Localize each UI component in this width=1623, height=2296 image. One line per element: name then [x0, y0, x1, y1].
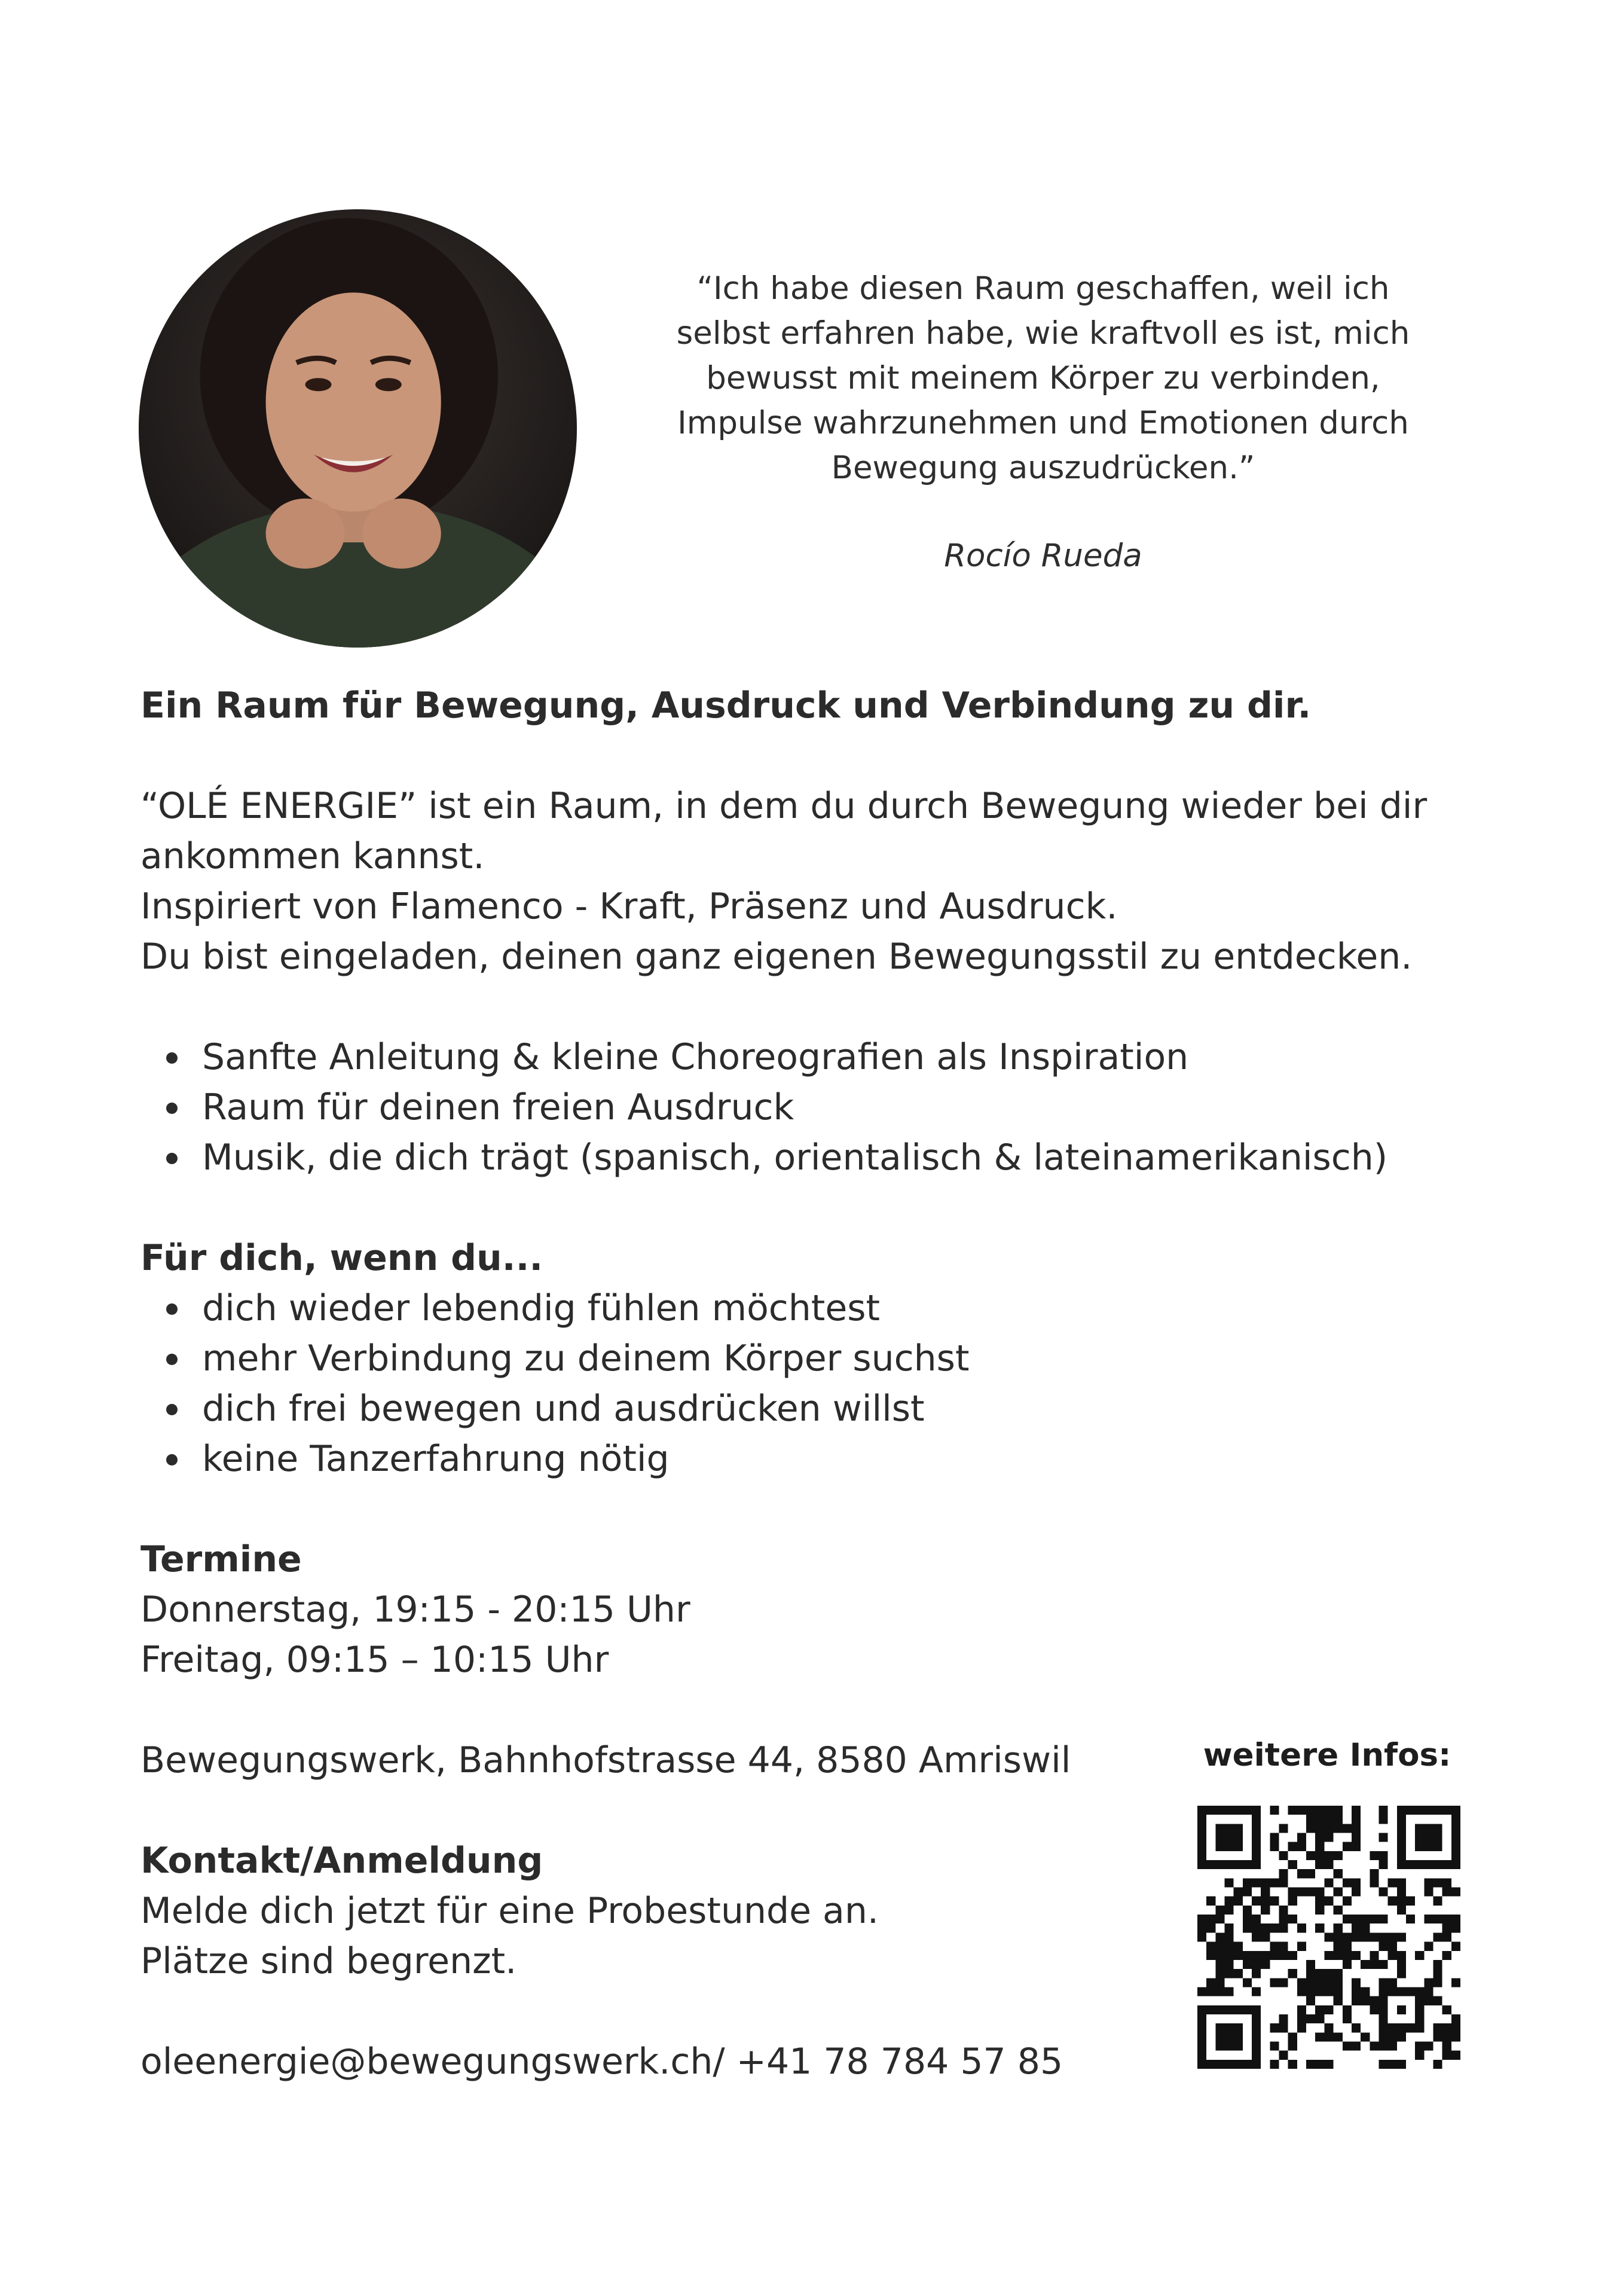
contact-details: oleenergie@bewegungswerk.ch/ +41 78 784 57 85 — [140, 2041, 1063, 2083]
list-item: keine Tanzerfahrung nötig — [140, 1434, 1515, 1484]
qr-code[interactable] — [1197, 1806, 1460, 2069]
portrait-illustration — [139, 209, 577, 648]
features-list — [140, 1032, 1515, 1183]
intro-line: Du bist eingeladen, deinen ganz eigenen Bewegungsstil zu entdecken. — [140, 936, 1413, 978]
date-line: Freitag, 09:15 – 10:15 Uhr — [140, 1639, 609, 1681]
quote-author: Rocío Rueda — [944, 538, 1142, 574]
dates-heading: Termine — [140, 1538, 302, 1580]
qr-code-graphic — [1197, 1806, 1460, 2069]
quote-line: Bewegung auszudrücken.” — [831, 450, 1255, 486]
list-item: Sanfte Anleitung & kleine Choreografien als Inspiration — [140, 1032, 1515, 1082]
audience-list — [140, 1283, 1515, 1484]
testimonial-quote — [652, 266, 1435, 578]
list-item: mehr Verbindung zu deinem Körper suchst — [140, 1333, 1515, 1384]
list-item: dich wieder lebendig fühlen möchtest — [140, 1283, 1515, 1333]
location-address: Bewegungswerk, Bahnhofstrasse 44, 8580 Amriswil — [140, 1739, 1071, 1781]
qr-label: weitere Infos: — [1203, 1737, 1451, 1773]
list-item: dich frei bewegen und ausdrücken willst — [140, 1384, 1515, 1434]
intro-line: ankommen kannst. — [140, 835, 485, 877]
contact-line: Melde dich jetzt für eine Probestunde an. — [140, 1890, 879, 1932]
date-line: Donnerstag, 19:15 - 20:15 Uhr — [140, 1589, 690, 1631]
quote-line: Impulse wahrzunehmen und Emotionen durch — [677, 405, 1409, 441]
list-item: Musik, die dich trägt (spanisch, orientalisch & lateinamerikanisch) — [140, 1132, 1515, 1183]
audience-heading: Für dich, wenn du... — [140, 1237, 543, 1279]
list-item: Raum für deinen freien Ausdruck — [140, 1082, 1515, 1132]
quote-line: selbst erfahren habe, wie kraftvoll es ist, mich — [676, 315, 1410, 352]
contact-line: Plätze sind begrenzt. — [140, 1940, 517, 1982]
contact-heading: Kontakt/Anmeldung — [140, 1840, 543, 1882]
quote-line: “Ich habe diesen Raum geschaffen, weil ich — [696, 270, 1390, 307]
intro-line: “OLÉ ENERGIE” ist ein Raum, in dem du durch Bewegung wieder bei dir — [140, 785, 1428, 827]
quote-line: bewusst mit meinem Körper zu verbinden, — [706, 360, 1380, 396]
portrait-photo — [139, 209, 577, 648]
intro-heading: Ein Raum für Bewegung, Ausdruck und Verbindung zu dir. — [140, 685, 1312, 726]
intro-line: Inspiriert von Flamenco - Kraft, Präsenz und Ausdruck. — [140, 886, 1118, 927]
